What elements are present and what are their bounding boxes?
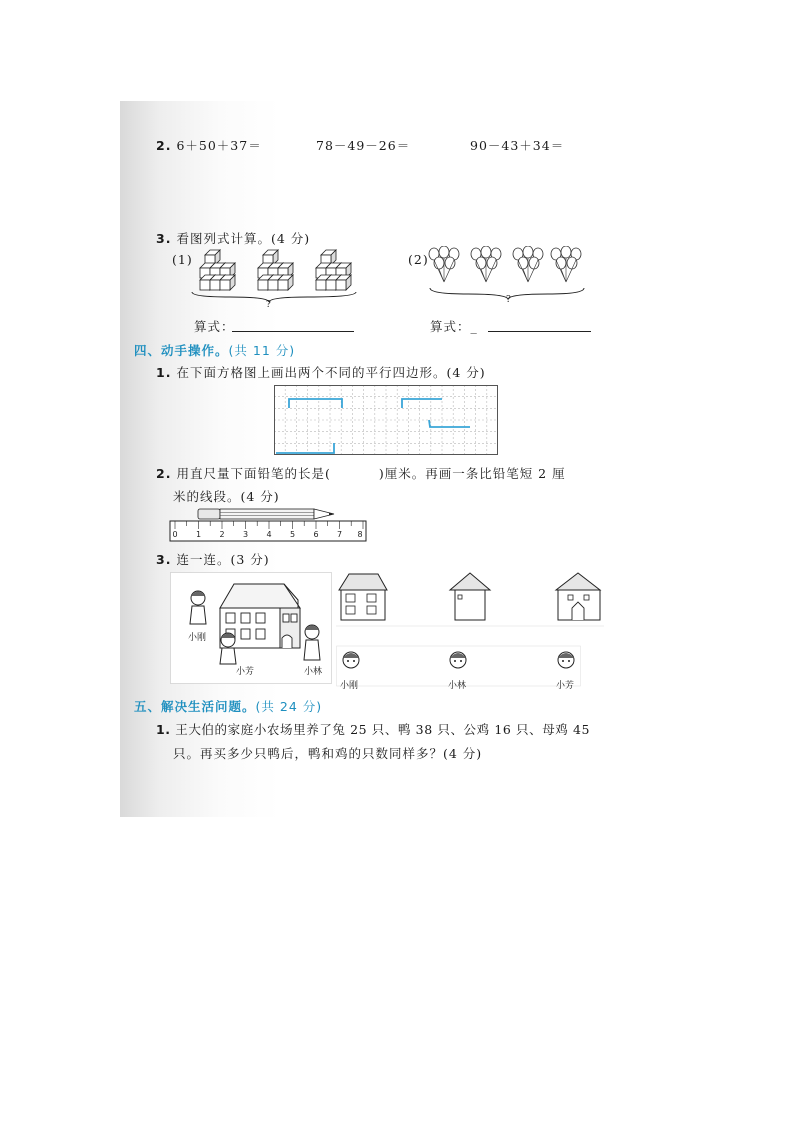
kid-face-xiaofang xyxy=(558,652,574,668)
kid-xiaogang xyxy=(190,591,206,624)
brace xyxy=(192,292,356,302)
ruler-tick-3: 3 xyxy=(242,530,249,539)
s4-q1-text: 在下面方格图上画出两个不同的平行四边形。(4 分) xyxy=(176,365,486,380)
q3-number: 3. xyxy=(156,231,172,246)
s5-q1-line2: 只。再买多少只鸭后，鸭和鸡的只数同样多？(4 分) xyxy=(173,746,483,761)
ruler-tick-0: 0 xyxy=(172,530,178,539)
section-4-points: (共 11 分) xyxy=(228,343,296,358)
s4-q1-number: 1. xyxy=(156,365,172,380)
ruler-tick-2: 2 xyxy=(219,530,225,539)
cube-group-1 xyxy=(200,250,235,290)
s4-q3-number: 3. xyxy=(156,552,172,567)
q2-line xyxy=(156,136,262,154)
section-5-header xyxy=(134,697,322,715)
q3-fig1-question-mark: ? xyxy=(266,300,271,310)
balloon-bunch-3 xyxy=(513,246,543,282)
balloon-bunch-1 xyxy=(429,246,459,282)
house-windows xyxy=(339,574,387,620)
pencil xyxy=(198,509,334,519)
formula-answer-line-1[interactable] xyxy=(232,331,354,332)
cube-figure xyxy=(190,246,362,312)
balloon-bunch-4 xyxy=(551,246,581,282)
ruler-tick-4: 4 xyxy=(266,530,272,539)
s4-q2-number: 2. xyxy=(156,466,172,481)
kid-xiaolin xyxy=(304,625,320,660)
ruler-tick-8: 8 xyxy=(357,530,363,539)
scene-name-xiaogang: 小刚 xyxy=(188,633,207,643)
s5-q1-line1 xyxy=(156,720,590,738)
kid-face-xiaolin xyxy=(450,652,466,668)
formula-label-1: 算式： xyxy=(194,319,235,334)
scene-name-xiaofang: 小芳 xyxy=(236,667,255,677)
square-grid[interactable] xyxy=(274,385,499,456)
section-4-title: 四、动手操作。 xyxy=(134,343,229,358)
drawn-line-3 xyxy=(402,399,442,408)
s4-q2-text-b: )厘米。再画一条比铅笔短 2 厘 xyxy=(378,466,566,481)
ruler-tick-1: 1 xyxy=(195,530,202,539)
ruler xyxy=(170,521,366,541)
houses-figure xyxy=(336,570,604,692)
s4-q3-text: 连一连。(3 分) xyxy=(176,552,270,567)
q2-number: 2. xyxy=(156,138,172,153)
section-5-title: 五、解决生活问题。 xyxy=(134,699,256,714)
s4-q3 xyxy=(156,550,270,568)
s4-q2-text-c: 米的线段。(4 分) xyxy=(173,489,280,504)
bottom-name-xiaolin: 小林 xyxy=(448,681,467,691)
q3-fig2-question-mark: ? xyxy=(506,295,511,305)
pencil-ruler-figure xyxy=(168,505,370,543)
drawn-line-4 xyxy=(429,420,470,427)
q2-expr-1: 6＋50＋37＝ xyxy=(176,138,262,153)
section-5-points: (共 24 分) xyxy=(255,699,323,714)
drawn-line-1 xyxy=(289,399,342,408)
q2-expr-2: 78－49－26＝ xyxy=(316,138,411,153)
bottom-name-xiaogang: 小刚 xyxy=(340,681,359,691)
q3-fig2-label: (2) xyxy=(408,252,429,267)
section-4-header xyxy=(134,341,295,359)
formula-answer-line-2[interactable] xyxy=(488,331,591,332)
scene-name-xiaolin: 小林 xyxy=(304,667,323,677)
house-plain xyxy=(450,573,490,620)
house-door xyxy=(556,573,600,620)
bottom-name-xiaofang: 小芳 xyxy=(556,681,575,691)
kid-face-xiaogang xyxy=(343,652,359,668)
q2-expr-3: 90－43＋34＝ xyxy=(470,138,565,153)
cube-group-3 xyxy=(316,250,351,290)
s4-q2-text-a: 用直尺量下面铅笔的长是( xyxy=(176,466,331,481)
s4-q1 xyxy=(156,363,486,381)
s4-q2 xyxy=(156,464,566,482)
kid-xiaofang xyxy=(220,633,236,664)
balloon-bunch-2 xyxy=(471,246,501,282)
q3-fig1-label: (1) xyxy=(172,252,193,267)
s5-q1-text-1: 王大伯的家庭小农场里养了兔 25 只、鸭 38 只、公鸡 16 只、母鸡 45 xyxy=(175,722,591,737)
q3-heading xyxy=(156,229,310,247)
s5-q1-number: 1. xyxy=(156,722,171,737)
ruler-tick-6: 6 xyxy=(313,530,319,539)
ruler-tick-5: 5 xyxy=(289,530,296,539)
q3-text: 看图列式计算。(4 分) xyxy=(176,231,311,246)
drawn-line-2 xyxy=(276,443,334,453)
formula-label-2: 算式：_ xyxy=(430,319,478,334)
ruler-tick-7: 7 xyxy=(336,530,343,539)
cube-group-2 xyxy=(258,250,293,290)
